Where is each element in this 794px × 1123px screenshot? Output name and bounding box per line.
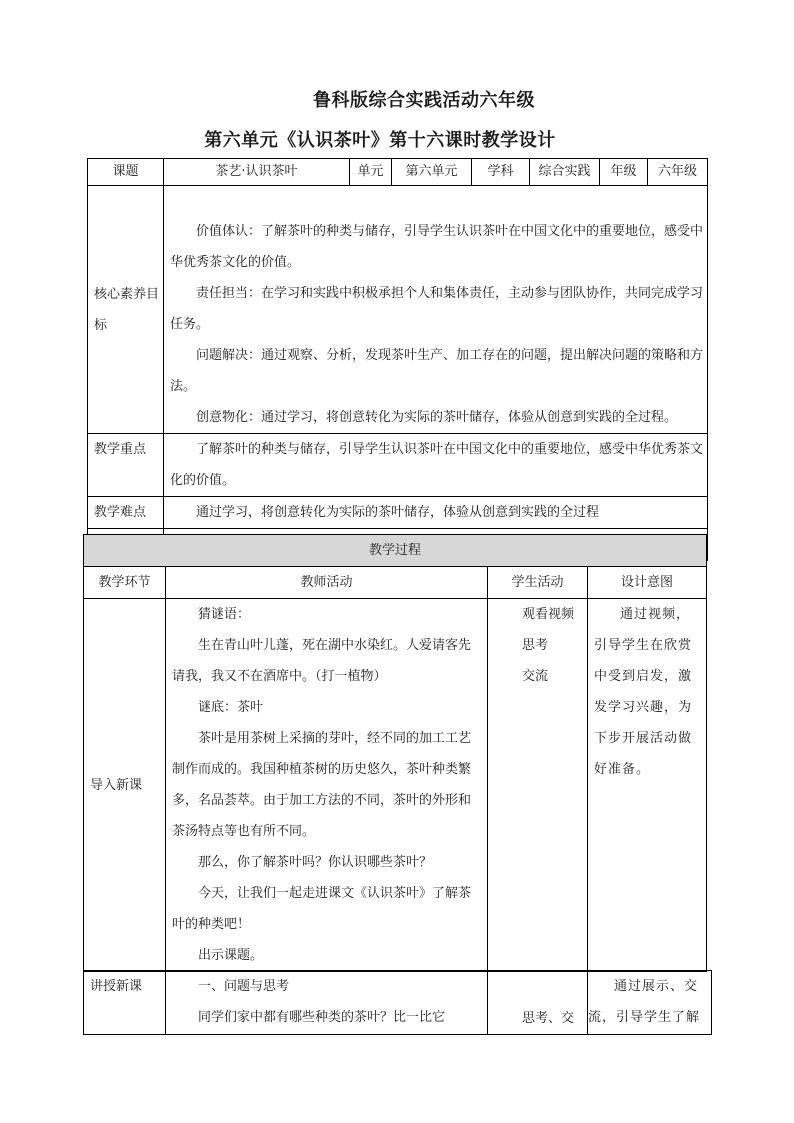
unit-label: 单元 xyxy=(350,159,392,186)
document-title: 鲁科版综合实践活动六年级 xyxy=(313,90,535,111)
student-intro xyxy=(488,599,588,972)
riddle-answer: 谜底：茶叶 xyxy=(198,700,264,715)
subject-label: 学科 xyxy=(472,159,530,186)
difficulty-label: 教学难点 xyxy=(88,497,164,529)
question-text: 那么，你了解茶叶吗？你认识哪些茶叶？ xyxy=(198,855,433,870)
teaching-process-table xyxy=(83,534,707,972)
col-student: 学生活动 xyxy=(488,567,588,599)
subject-value: 综合实践 xyxy=(530,159,600,186)
grade-value: 六年级 xyxy=(648,159,708,186)
riddle-text: 生在青山叶儿蓬，死在湖中水染红。人爱请客先请我，我又不在酒席中。（打一植物） xyxy=(172,638,472,684)
core-goal-creativity: 创意物化：通过学习，将创意转化为实际的茶叶储存，体验从创意到实践的全过程。 xyxy=(196,410,678,425)
stage-intro: 导入新课 xyxy=(84,599,166,972)
process-header: 教学过程 xyxy=(84,535,707,567)
intent-new-lesson: 通过展示、交流，引导学生了解 xyxy=(588,971,712,1035)
teacher-intro xyxy=(166,599,488,972)
core-goal-value: 价值体认：了解茶叶的种类与储存，引导学生认识茶叶在中国文化中的重要地位，感受中华优秀茶文化的价值。 xyxy=(170,224,704,270)
document-subtitle: 第六单元《认识茶叶》第十六课时教学设计 xyxy=(204,130,556,151)
student-activity-watch: 观看视频 xyxy=(522,607,575,622)
student-activity-think: 思考 xyxy=(522,638,549,653)
section-question: 同学们家中都有哪些种类的茶叶？比一比它 xyxy=(198,1010,446,1025)
unit-value: 第六单元 xyxy=(392,159,472,186)
col-stage: 教学环节 xyxy=(84,567,166,599)
show-topic-text: 出示课题。 xyxy=(198,948,264,963)
col-intent: 设计意图 xyxy=(588,567,707,599)
riddle-heading: 猜谜语： xyxy=(198,607,251,622)
core-goals-label: 核心素养目标 xyxy=(88,186,164,434)
teaching-process-table-continued xyxy=(83,970,712,1035)
lesson-info-table xyxy=(87,158,708,561)
core-goal-problem: 问题解决：通过观察、分析，发现茶叶生产、加工存在的问题，提出解决问题的策略和方法。 xyxy=(170,348,704,394)
tea-intro-text: 茶叶是用茶树上采摘的芽叶，经不同的加工工艺制作而成的。我国种植茶树的历史悠久，茶叶种类繁多，名品荟萃。由于加工方法的不同，茶叶的外形和茶汤特点等也有所不同。 xyxy=(172,731,472,839)
topic-value: 茶艺·认识茶叶 xyxy=(164,159,350,186)
teacher-new-lesson xyxy=(166,971,488,1035)
student-activity-discuss: 交流 xyxy=(522,669,549,684)
topic-label: 课题 xyxy=(88,159,164,186)
key-points-value: 了解茶叶的种类与储存，引导学生认识茶叶在中国文化中的重要地位，感受中华优秀茶文化的价值。 xyxy=(164,434,708,497)
stage-new-lesson: 讲授新课 xyxy=(84,971,166,1035)
core-goal-responsibility: 责任担当：在学习和实践中积极承担个人和集体责任，主动参与团队协作，共同完成学习任务。 xyxy=(170,286,704,332)
section-heading: 一、问题与思考 xyxy=(198,979,290,994)
difficulty-value: 通过学习，将创意转化为实际的茶叶储存，体验从创意到实践的全过程 xyxy=(164,497,708,529)
student-new-lesson: 思考、交 xyxy=(488,971,588,1035)
core-goals-content xyxy=(164,186,708,434)
col-teacher: 教师活动 xyxy=(166,567,488,599)
grade-label: 年级 xyxy=(600,159,648,186)
key-points-label: 教学重点 xyxy=(88,434,164,497)
intent-intro: 通过视频，引导学生在欣赏中受到启发，激发学习兴趣，为下步开展活动做好准备。 xyxy=(588,599,707,972)
lesson-intro-text: 今天，让我们一起走进课文《认识茶叶》了解茶叶的种类吧！ xyxy=(172,886,472,932)
